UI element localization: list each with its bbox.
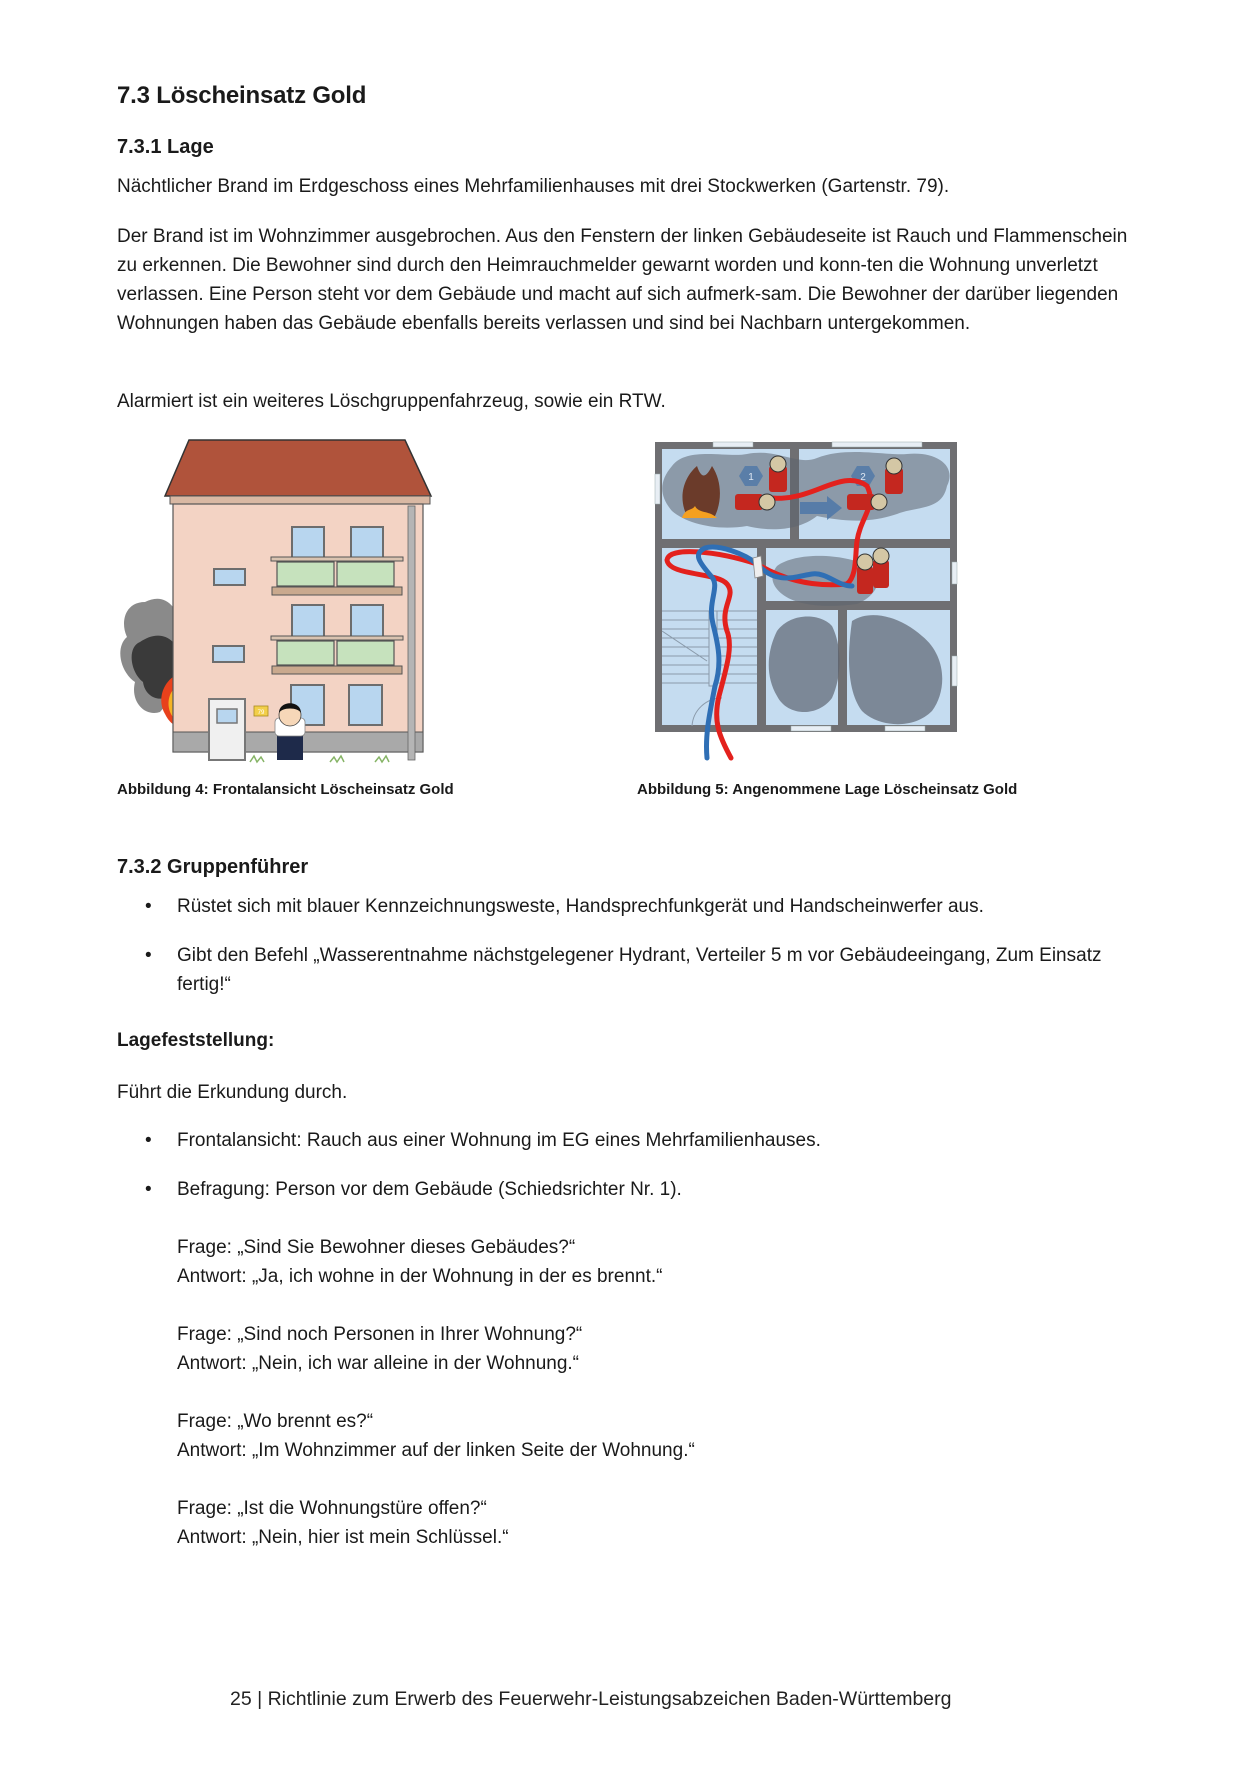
- list-item: • Rüstet sich mit blauer Kennzeichnungsweste, Handsprechfunkgerät und Handscheinwerfer aus.: [117, 892, 1127, 921]
- lage-paragraph-1: Nächtlicher Brand im Erdgeschoss eines Mehrfamilienhauses mit drei Stockwerken (Gartenstr. 79).: [117, 176, 950, 197]
- interview-question: Frage: „Sind Sie Bewohner dieses Gebäudes?“: [177, 1237, 576, 1258]
- interview-answer: Antwort: „Ja, ich wohne in der Wohnung in der es brennt.“: [177, 1266, 663, 1287]
- bullet-icon: •: [145, 896, 152, 917]
- list-item: • Befragung: Person vor dem Gebäude (Schiedsrichter Nr. 1).: [117, 1175, 1127, 1204]
- svg-text:1: 1: [748, 472, 754, 483]
- figure-4-caption: Abbildung 4: Frontalansicht Löscheinsatz Gold: [117, 781, 454, 798]
- list-item: • Frontalansicht: Rauch aus einer Wohnung im EG eines Mehrfamilienhauses.: [117, 1126, 1127, 1155]
- bullet-icon: •: [145, 1130, 152, 1151]
- interview-pair: [177, 1320, 582, 1378]
- house-illustration: [115, 432, 437, 764]
- interview-answer: Antwort: „Im Wohnzimmer auf der linken Seite der Wohnung.“: [177, 1440, 695, 1461]
- subsection-heading-lage: 7.3.1 Lage: [117, 136, 214, 158]
- figure-5-caption: Abbildung 5: Angenommene Lage Löscheinsatz Gold: [637, 781, 1018, 798]
- interview-question: Frage: „Wo brennt es?“: [177, 1411, 374, 1432]
- interview-pair: [177, 1233, 662, 1291]
- interview-answer: Antwort: „Nein, hier ist mein Schlüssel.“: [177, 1527, 509, 1548]
- bullet-icon: •: [145, 945, 152, 966]
- lage-paragraph-3: Alarmiert ist ein weiteres Löschgruppenfahrzeug, sowie ein RTW.: [117, 391, 666, 412]
- svg-text:79: 79: [257, 710, 265, 716]
- section-heading: 7.3 Löscheinsatz Gold: [117, 82, 367, 109]
- list-item: • Gibt den Befehl „Wasserentnahme nächstgelegener Hydrant, Verteiler 5 m vor Gebäudeeingang, Zum Einsatz fertig!“: [117, 941, 1127, 999]
- lage-paragraph-2: Der Brand ist im Wohnzimmer ausgebrochen. Aus den Fenstern der linken Gebäudeseite ist Rauch und Flammenschein zu erkennen. Die Bewohner sind durch den Heimrauchmelder gewarnt worden und konn-ten die Wohnung unverletzt verlassen. Eine Person steht vor dem Gebäude und macht auf sich aufmerk-sam. Die Bewohner der darüber liegenden Wohnungen haben das Gebäude ebenfalls bereits verlassen und sind bei Nachbarn untergekommen.: [117, 226, 1128, 334]
- figure-front-view: [115, 432, 437, 764]
- subsection-heading-gruppenfuehrer: 7.3.2 Gruppenführer: [117, 856, 309, 878]
- bullet-icon: •: [145, 1179, 152, 1200]
- page-footer: 25 | Richtlinie zum Erwerb des Feuerwehr-Leistungsabzeichen Baden-Württemberg: [230, 1688, 952, 1710]
- svg-text:2: 2: [860, 472, 866, 483]
- lagefeststellung-heading: Lagefeststellung:: [117, 1030, 275, 1051]
- interview-question: Frage: „Ist die Wohnungstüre offen?“: [177, 1498, 487, 1519]
- lagefeststellung-intro: Führt die Erkundung durch.: [117, 1082, 348, 1103]
- interview-pair: [177, 1407, 695, 1465]
- interview-question: Frage: „Sind noch Personen in Ihrer Wohnung?“: [177, 1324, 583, 1345]
- interview-answer: Antwort: „Nein, ich war alleine in der Wohnung.“: [177, 1353, 580, 1374]
- figure-floor-plan: [647, 436, 969, 772]
- floor-plan-illustration: [647, 436, 969, 772]
- interview-pair: [177, 1494, 509, 1552]
